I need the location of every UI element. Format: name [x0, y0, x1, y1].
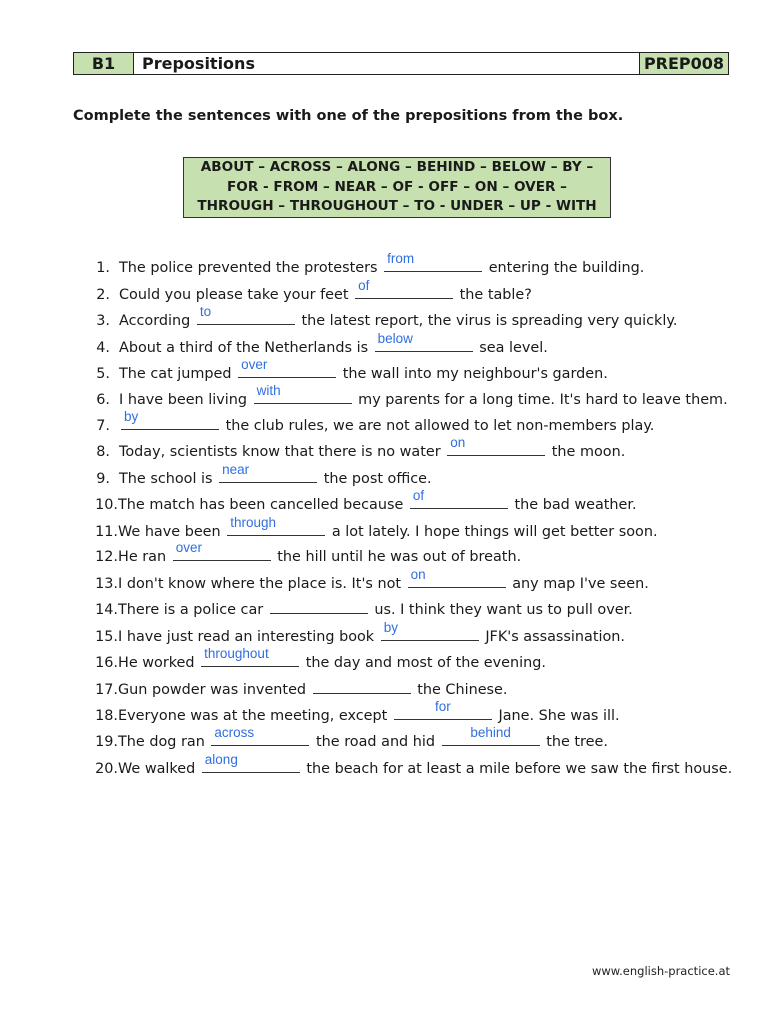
sentence-text: a lot lately. I hope things will get better soon. [331, 524, 658, 540]
answer-blank[interactable] [381, 620, 479, 641]
sentence-text: the latest report, the virus is spreading very quickly. [301, 313, 678, 329]
word-box-line: FOR - FROM – NEAR – OF - OFF – ON – OVER – [227, 178, 567, 195]
sentence-text: The dog ran [118, 734, 205, 750]
sentence-text: About a third of the Netherlands is [119, 340, 369, 356]
answer-blank[interactable] [211, 725, 309, 746]
answer-blank[interactable] [227, 515, 325, 536]
exercise-number: 5. [96, 366, 110, 382]
sentence-text: the post office. [323, 471, 432, 487]
exercise-sentence [119, 383, 728, 411]
answer-blank[interactable] [219, 462, 317, 483]
answer-blank[interactable] [270, 599, 368, 614]
exercise-sentence [118, 699, 620, 727]
sentence-text: my parents for a long time. It's hard to leave them. [358, 392, 728, 408]
sentence-text: According [119, 313, 191, 329]
sentence-text: I have just read an interesting book [118, 629, 375, 645]
exercise-number: 11. [95, 524, 118, 540]
sentence-text: There is a police car [118, 602, 264, 618]
worksheet-code: PREP008 [639, 53, 728, 74]
sentence-text: the beach for at least a mile before we saw the first house. [306, 761, 733, 777]
instruction-text: Complete the sentences with one of the prepositions from the box. [73, 108, 624, 124]
answer-blank[interactable] [355, 278, 453, 299]
exercise-sentence [119, 278, 532, 306]
answer-text: to [199, 304, 212, 319]
sentence-text: JFK's assassination. [485, 629, 626, 645]
answer-blank[interactable] [313, 679, 411, 694]
sentence-text: the bad weather. [514, 497, 637, 513]
worksheet-header [73, 52, 729, 75]
exercise-number: 10. [95, 497, 118, 513]
answer-text: for [435, 699, 451, 714]
answer-blank[interactable] [408, 567, 506, 588]
exercise-sentence [119, 331, 548, 359]
answer-blank[interactable] [173, 540, 271, 561]
level-badge: B1 [74, 53, 134, 74]
answer-blank[interactable] [410, 488, 508, 509]
sentence-text: the tree. [546, 734, 608, 750]
word-box-line: ABOUT – ACROSS – ALONG – BEHIND – BELOW – BY – [200, 159, 594, 176]
sentence-text: sea level. [479, 340, 548, 356]
sentence-text: I have been living [119, 392, 248, 408]
sentence-text: He worked [118, 655, 195, 671]
exercise-number: 9. [96, 471, 110, 487]
exercise-sentence [118, 620, 626, 648]
word-box-line: THROUGH – THROUGHOUT – TO - UNDER – UP - WITH [197, 198, 597, 215]
exercise-number: 8. [96, 444, 110, 460]
answer-blank[interactable] [254, 383, 352, 404]
sentence-text: Gun powder was invented [118, 682, 307, 698]
preposition-word-box [183, 157, 611, 218]
sentence-text: the road and hid [316, 734, 436, 750]
answer-text: throughout [204, 646, 269, 661]
answer-text: over [241, 357, 268, 372]
answer-text: on [450, 435, 466, 450]
answer-text: behind [470, 725, 511, 740]
answer-blank[interactable] [394, 699, 492, 720]
exercise-number: 2. [96, 287, 110, 303]
answer-text: along [204, 752, 238, 767]
exercise-number: 13. [95, 576, 118, 592]
sentence-text: The match has been cancelled because [118, 497, 404, 513]
exercise-sentence [119, 462, 432, 490]
exercise-sentence [119, 435, 626, 463]
answer-blank[interactable] [384, 251, 482, 272]
sentence-text: the table? [459, 287, 532, 303]
exercise-number: 4. [96, 340, 110, 356]
exercise-sentence [118, 725, 608, 753]
sentence-text: The school is [119, 471, 213, 487]
exercise-sentence [119, 251, 645, 279]
sentence-text: We have been [118, 524, 221, 540]
exercise-number: 3. [96, 313, 110, 329]
sentence-text: the hill until he was out of breath. [277, 549, 522, 565]
answer-text: of [412, 488, 425, 503]
exercise-number: 14. [95, 602, 118, 618]
answer-text: over [175, 540, 202, 555]
sentence-text: the moon. [551, 444, 626, 460]
answer-text: across [214, 725, 255, 740]
sentence-text: The cat jumped [119, 366, 232, 382]
sentence-text: Could you please take your feet [119, 287, 349, 303]
sentence-text: the wall into my neighbour's garden. [342, 366, 608, 382]
exercise-sentence [118, 488, 637, 516]
exercise-number: 1. [96, 260, 110, 276]
exercise-number: 16. [95, 655, 118, 671]
exercise-number: 20. [95, 761, 118, 777]
answer-blank[interactable] [375, 331, 473, 352]
sentence-text: the day and most of the evening. [305, 655, 546, 671]
exercise-number: 19. [95, 734, 118, 750]
exercise-sentence [118, 752, 733, 780]
exercise-sentence [119, 357, 608, 385]
answer-blank[interactable] [238, 357, 336, 378]
sentence-text: entering the building. [488, 260, 645, 276]
exercise-sentence [118, 567, 649, 595]
exercise-number: 18. [95, 708, 118, 724]
answer-blank[interactable] [121, 409, 219, 430]
exercise-number: 6. [96, 392, 110, 408]
answer-blank[interactable] [442, 725, 540, 746]
answer-blank[interactable] [447, 435, 545, 456]
exercise-sentence [119, 409, 655, 437]
sentence-text: Everyone was at the meeting, except [118, 708, 388, 724]
answer-text: below [377, 331, 413, 346]
answer-text: by [124, 409, 139, 424]
answer-text: of [358, 278, 370, 293]
answer-text: through [230, 515, 277, 530]
sentence-text: any map I've seen. [512, 576, 649, 592]
exercise-number: 7. [96, 418, 110, 434]
answer-blank[interactable] [202, 752, 300, 773]
footer-url: www.english-practice.at [591, 964, 730, 978]
sentence-text: I don't know where the place is. It's not [118, 576, 402, 592]
exercise-number: 15. [95, 629, 118, 645]
answer-blank[interactable] [197, 304, 295, 325]
sentence-text: the club rules, we are not allowed to let non-members play. [225, 418, 655, 434]
answer-blank[interactable] [201, 646, 299, 667]
exercise-sentence [118, 540, 522, 568]
sentence-text: We walked [118, 761, 196, 777]
exercise-sentence [118, 599, 633, 621]
sentence-text: Jane. She was ill. [498, 708, 620, 724]
sentence-text: us. I think they want us to pull over. [374, 602, 633, 618]
answer-text: with [256, 383, 281, 398]
sentence-text: The police prevented the protesters [119, 260, 378, 276]
sentence-text: He ran [118, 549, 167, 565]
answer-text: near [222, 462, 250, 477]
answer-text: from [387, 251, 415, 266]
sentence-text: the Chinese. [417, 682, 508, 698]
answer-text: by [383, 620, 398, 635]
exercise-number: 12. [95, 549, 118, 565]
exercise-number: 17. [95, 682, 118, 698]
sentence-text: Today, scientists know that there is no water [119, 444, 441, 460]
answer-text: on [410, 567, 426, 582]
worksheet-title: Prepositions [134, 53, 639, 74]
exercise-sentence [118, 646, 546, 674]
